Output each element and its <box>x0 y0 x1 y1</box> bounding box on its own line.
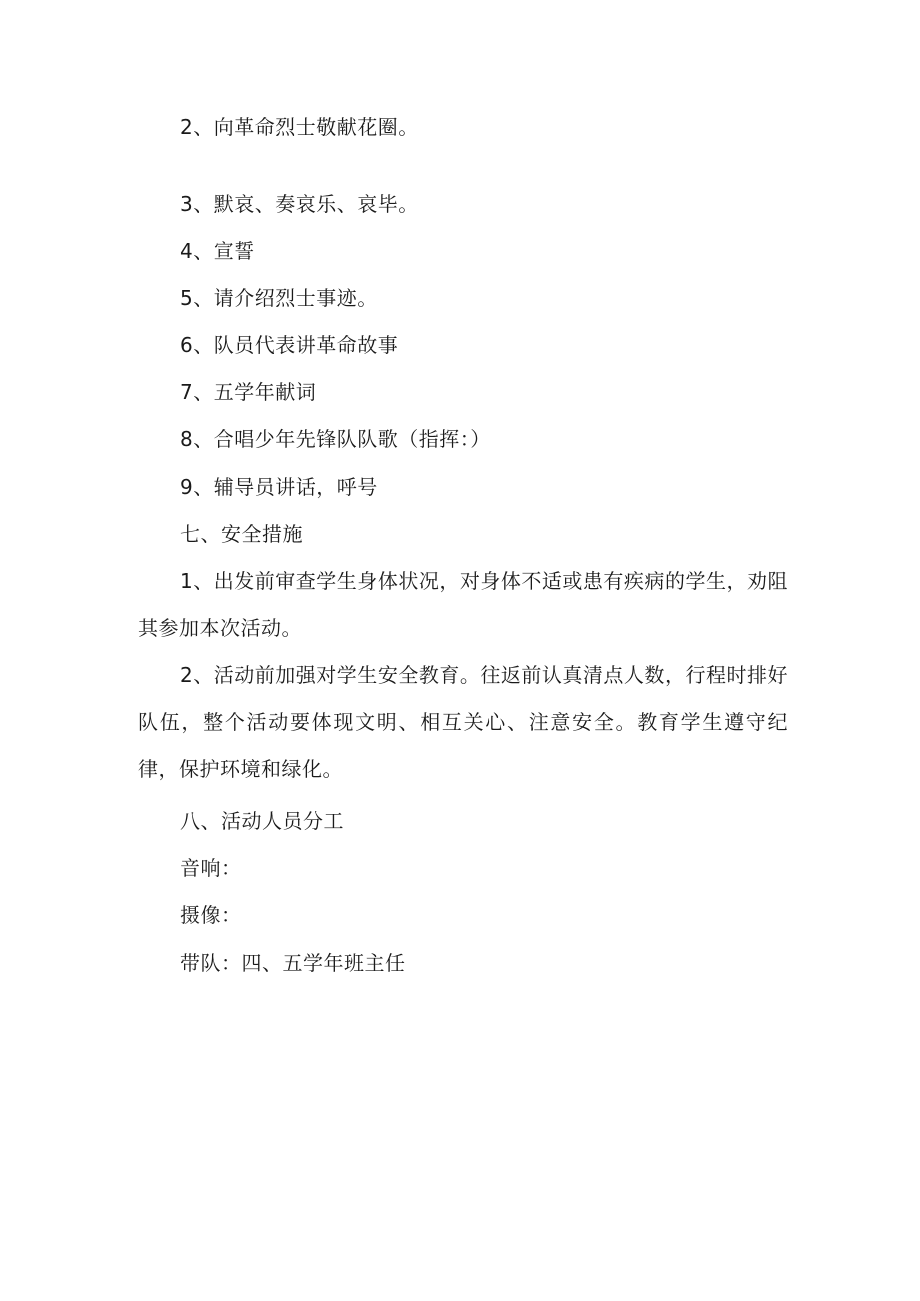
staff-item: 摄像： <box>180 903 242 927</box>
program-item: 4、宣誓 <box>180 239 255 263</box>
program-item: 9、辅导员讲话，呼号 <box>180 475 378 499</box>
staff-item: 音响： <box>180 856 242 880</box>
section-heading-safety: 七、安全措施 <box>180 522 303 546</box>
program-item: 3、默哀、奏哀乐、哀毕。 <box>180 192 419 216</box>
safety-paragraph: 1、出发前审查学生身体状况，对身体不适或患有疾病的学生，劝阻其参加本次活动。 <box>138 569 788 640</box>
staff-item: 带队：四、五学年班主任 <box>180 951 406 975</box>
safety-paragraph: 2、活动前加强对学生安全教育。往返前认真清点人数，行程时排好队伍，整个活动要体现文明、相互关心、注意安全。教育学生遵守纪律，保护环境和绿化。 <box>138 663 788 781</box>
program-item: 5、请介绍烈士事迹。 <box>180 286 378 310</box>
program-item: 2、向革命烈士敬献花圈。 <box>180 115 419 139</box>
program-item: 6、队员代表讲革命故事 <box>180 333 399 357</box>
section-heading-staff: 八、活动人员分工 <box>180 809 344 833</box>
program-item: 7、五学年献词 <box>180 380 317 404</box>
program-item: 8、合唱少年先锋队队歌（指挥：） <box>180 427 491 451</box>
